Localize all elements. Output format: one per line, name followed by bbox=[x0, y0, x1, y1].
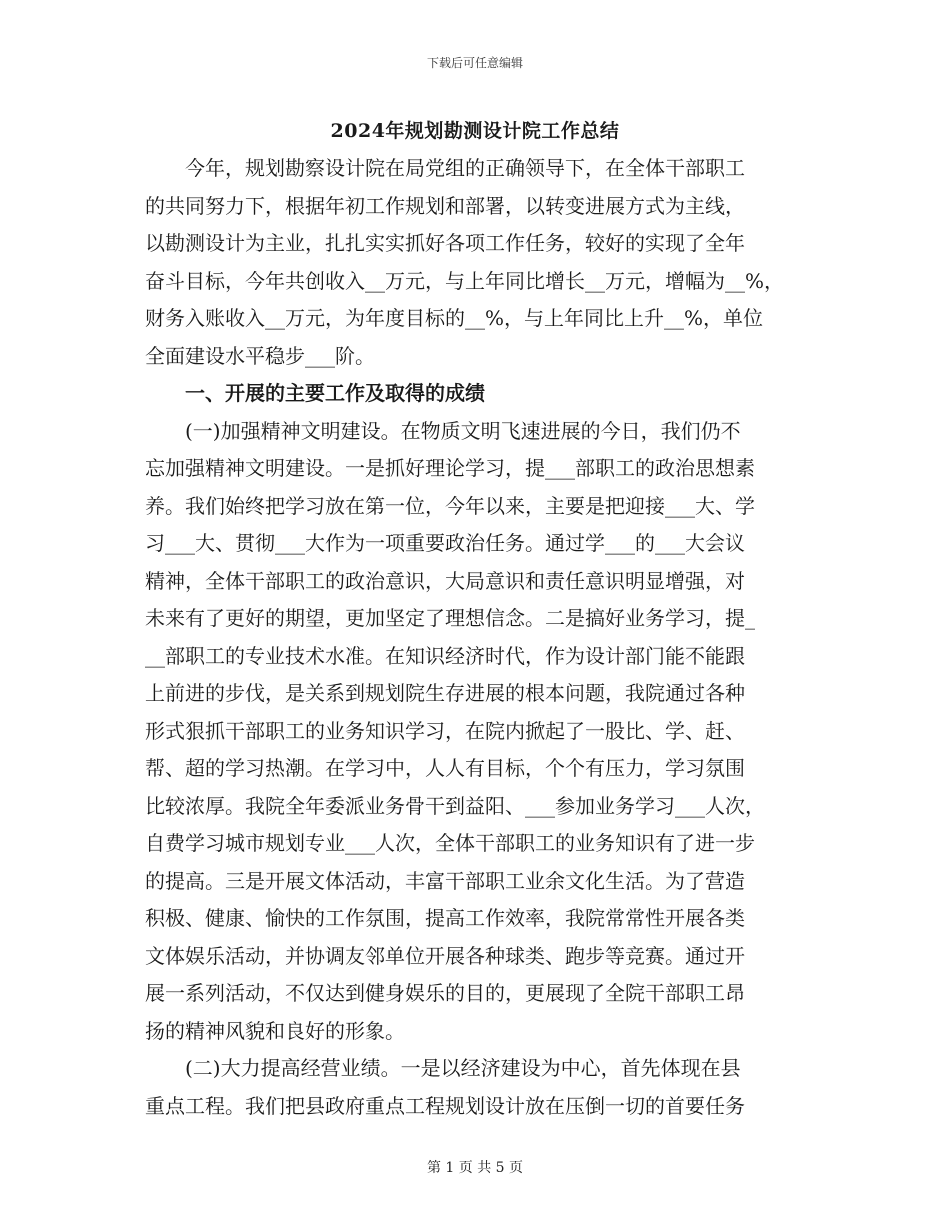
body-line: 忘加强精神文明建设。一是抓好理论学习，提___部职工的政治思想素 bbox=[145, 456, 755, 480]
body-line: 精神，全体干部职工的政治意识，大局意识和责任意识明显增强，对 bbox=[145, 568, 745, 593]
body-line: 文体娱乐活动，并协调友邻单位开展各种球类、跑步等竞赛。通过开 bbox=[145, 943, 745, 968]
body-line: 帮、超的学习热潮。在学习中，人人有目标，个个有压力，学习氛围 bbox=[145, 756, 745, 780]
body-line: 习___大、贯彻___大作为一项重要政治任务。通过学___的___大会议 bbox=[145, 531, 745, 555]
body-line: 的提高。三是开展文体活动，丰富干部职工业余文化生活。为了营造 bbox=[145, 868, 745, 893]
body-line: 财务入账收入__万元，为年度目标的__%，与上年同比上升__%，单位 bbox=[145, 306, 764, 330]
page-number: 第 1 页 共 5 页 bbox=[426, 1160, 524, 1176]
body-line: 上前进的步伐，是关系到规划院生存进展的根本问题，我院通过各种 bbox=[145, 681, 745, 705]
body-line: 以勘测设计为主业，扎扎实实抓好各项工作任务，较好的实现了全年 bbox=[145, 231, 745, 255]
body-line: 自费学习城市规划专业___人次，全体干部职工的业务知识有了进一步 bbox=[145, 831, 755, 855]
document-body bbox=[145, 150, 815, 1125]
body-line: 比较浓厚。我院全年委派业务骨干到益阳、___参加业务学习___人次， bbox=[145, 793, 765, 818]
page-header-note: 下载后可任意编辑 bbox=[426, 56, 523, 70]
body-line: 重点工程。我们把县政府重点工程规划设计放在压倒一切的首要任务 bbox=[145, 1093, 745, 1118]
section-heading: 一、开展的主要工作及取得的成绩 bbox=[185, 381, 485, 405]
body-line: 奋斗目标，今年共创收入__万元，与上年同比增长__万元，增幅为__%， bbox=[145, 268, 785, 293]
body-line: 养。我们始终把学习放在第一位，今年以来，主要是把迎接___大、学 bbox=[145, 493, 755, 518]
body-line: 今年，规划勘察设计院在局党组的正确领导下，在全体干部职工 bbox=[185, 156, 745, 180]
document-title: 2024年规划勘测设计院工作总结 bbox=[330, 120, 620, 142]
body-line: 形式狠抓干部职工的业务知识学习，在院内掀起了一股比、学、赶、 bbox=[145, 718, 745, 743]
body-line: 扬的精神风貌和良好的形象。 bbox=[145, 1018, 405, 1043]
body-line: __部职工的专业技术水准。在知识经济时代，作为设计部门能不能跟 bbox=[145, 643, 745, 668]
body-line: 积极、健康、愉快的工作氛围，提高工作效率，我院常常性开展各类 bbox=[145, 906, 745, 930]
body-line: 展一系列活动，不仅达到健身娱乐的目的，更展现了全院干部职工昂 bbox=[145, 981, 745, 1005]
body-line: (一)加强精神文明建设。在物质文明飞速进展的今日，我们仍不 bbox=[185, 418, 741, 443]
body-line: 全面建设水平稳步___阶。 bbox=[145, 343, 375, 368]
body-line: 未来有了更好的期望，更加坚定了理想信念。二是搞好业务学习，提_ bbox=[145, 606, 755, 630]
body-line: 的共同努力下，根据年初工作规划和部署，以转变进展方式为主线， bbox=[145, 193, 745, 218]
body-line: (二)大力提高经营业绩。一是以经济建设为中心，首先体现在县 bbox=[185, 1056, 741, 1080]
